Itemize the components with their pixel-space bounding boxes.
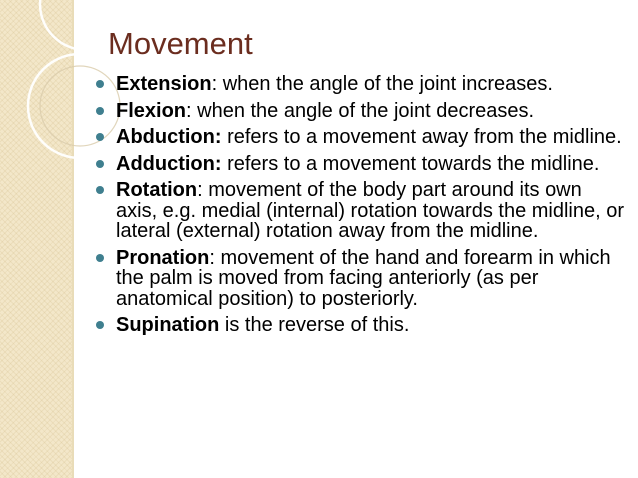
bullet-text: : movement of the body part around its own axis, e.g. medial (internal) rotation towards the midline, or lateral (external) rotation away from the midline. <box>116 179 625 242</box>
bullet-item-adduction <box>94 154 624 175</box>
bullet-dot-icon <box>96 321 104 329</box>
bullet-text: : when the angle of the joint decreases. <box>186 99 535 122</box>
bullet-dot-icon <box>96 107 104 115</box>
bullet-text: : movement of the hand and forearm in which the palm is moved from facing anteriorly (as per anatomical position) to posteriorly. <box>116 246 611 310</box>
bullet-term: Flexion <box>116 99 187 122</box>
bullet-term: Supination <box>116 314 220 336</box>
bullet-text: is the reverse of this. <box>219 314 410 336</box>
bullet-text: refers to a movement away from the midline. <box>221 126 622 148</box>
bullet-dot-icon <box>96 133 104 141</box>
bullet-list <box>94 74 624 342</box>
bullet-term: Abduction: <box>116 126 222 148</box>
bullet-item-supination <box>94 315 624 336</box>
bullet-text: refers to a movement towards the midline. <box>221 152 600 175</box>
bullet-item-extension <box>94 74 624 95</box>
bullet-term: Pronation <box>116 246 210 269</box>
bullet-term: Adduction: <box>116 152 222 175</box>
bullet-dot-icon <box>96 186 104 194</box>
slide-title: Movement <box>108 26 253 61</box>
bullet-item-abduction <box>94 127 624 148</box>
bullet-dot-icon <box>96 254 104 262</box>
bullet-text: : when the angle of the joint increases. <box>211 73 553 95</box>
bullet-term: Extension <box>116 73 212 95</box>
bullet-dot-icon <box>96 160 104 168</box>
bullet-dot-icon <box>96 80 104 88</box>
bullet-item-pronation <box>94 248 624 310</box>
bullet-item-flexion <box>94 101 624 122</box>
bullet-term: Rotation <box>116 179 198 201</box>
bullet-item-rotation <box>94 180 624 242</box>
